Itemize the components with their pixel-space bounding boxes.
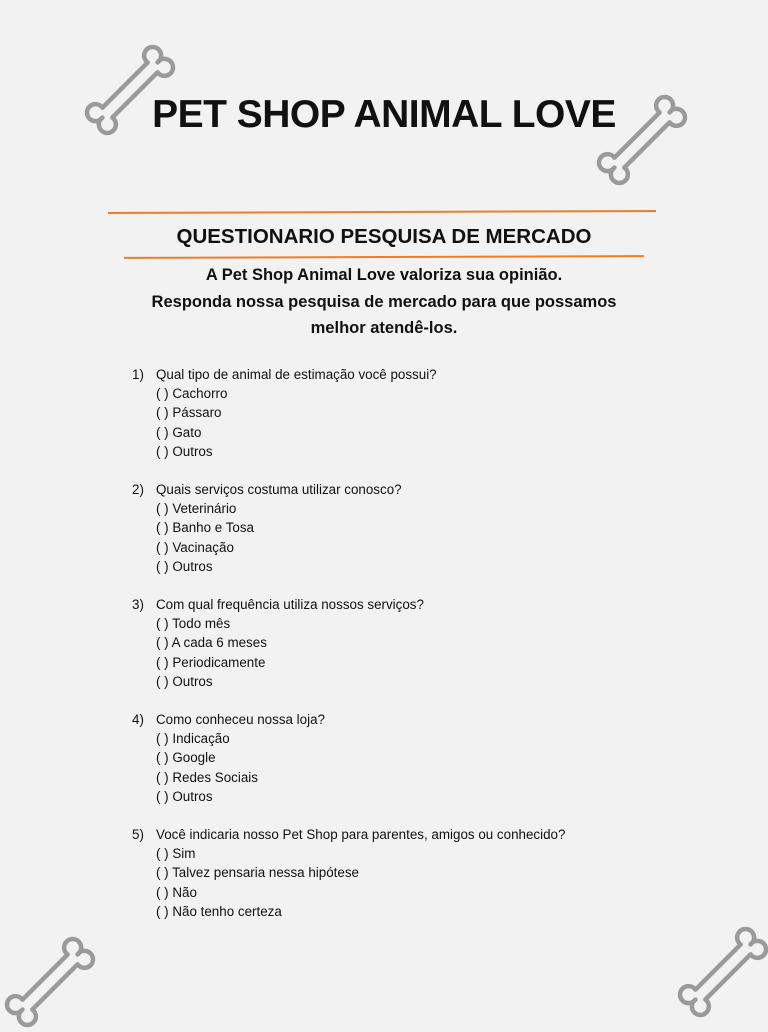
question-number: 3) (132, 597, 144, 613)
question-4 (132, 710, 692, 806)
question-list (132, 365, 692, 940)
answer-option[interactable]: ( ) Outros (156, 558, 213, 574)
question-text: Como conheceu nossa loja? (156, 712, 325, 728)
question-3 (132, 595, 692, 691)
intro-line: Responda nossa pesquisa de mercado para que possamos (151, 292, 617, 311)
question-text: Com qual frequência utiliza nossos serviços? (156, 597, 424, 613)
divider-top (108, 210, 656, 214)
answer-option[interactable]: ( ) A cada 6 meses (156, 635, 267, 651)
intro-line: A Pet Shop Animal Love valoriza sua opinião. (205, 266, 563, 284)
answer-option[interactable]: ( ) Pássaro (156, 405, 222, 421)
divider-bottom (124, 255, 644, 259)
intro-text (84, 262, 684, 342)
question-number: 1) (132, 367, 144, 382)
question-number: 2) (132, 482, 144, 498)
answer-option[interactable]: ( ) Outros (156, 443, 213, 459)
page-subtitle: QUESTIONARIO PESQUISA DE MERCADO (176, 225, 592, 248)
answer-option[interactable]: ( ) Não tenho certeza (156, 903, 282, 919)
answer-option[interactable]: ( ) Periodicamente (156, 654, 266, 670)
answer-option[interactable]: ( ) Outros (156, 788, 213, 804)
answer-option[interactable]: ( ) Talvez pensaria nessa hipótese (156, 865, 359, 881)
answer-option[interactable]: ( ) Redes Sociais (156, 769, 258, 785)
answer-option[interactable]: ( ) Sim (156, 846, 196, 862)
answer-option[interactable]: ( ) Gato (156, 424, 202, 440)
answer-option[interactable]: ( ) Cachorro (156, 386, 228, 402)
question-number: 5) (132, 827, 144, 843)
question-number: 4) (132, 712, 144, 728)
answer-option[interactable]: ( ) Google (156, 750, 216, 766)
bone-icon (0, 932, 100, 1032)
question-1 (132, 365, 692, 461)
answer-option[interactable]: ( ) Não (156, 884, 197, 900)
answer-option[interactable]: ( ) Todo mês (156, 616, 231, 632)
answer-option[interactable]: ( ) Veterinário (156, 501, 237, 517)
question-5 (132, 825, 692, 921)
question-text: Quais serviços costuma utilizar conosco? (156, 482, 402, 498)
answer-option[interactable]: ( ) Indicação (156, 731, 230, 747)
answer-option[interactable]: ( ) Vacinação (156, 539, 234, 555)
page-title: PET SHOP ANIMAL LOVE (152, 93, 616, 136)
answer-option[interactable]: ( ) Banho e Tosa (156, 520, 255, 536)
intro-line: melhor atendê-los. (310, 319, 458, 337)
answer-option[interactable]: ( ) Outros (156, 673, 213, 689)
question-text: Qual tipo de animal de estimação você possui? (156, 367, 437, 382)
question-text: Você indicaria nosso Pet Shop para parentes, amigos ou conhecido? (156, 827, 566, 843)
question-2 (132, 480, 692, 576)
